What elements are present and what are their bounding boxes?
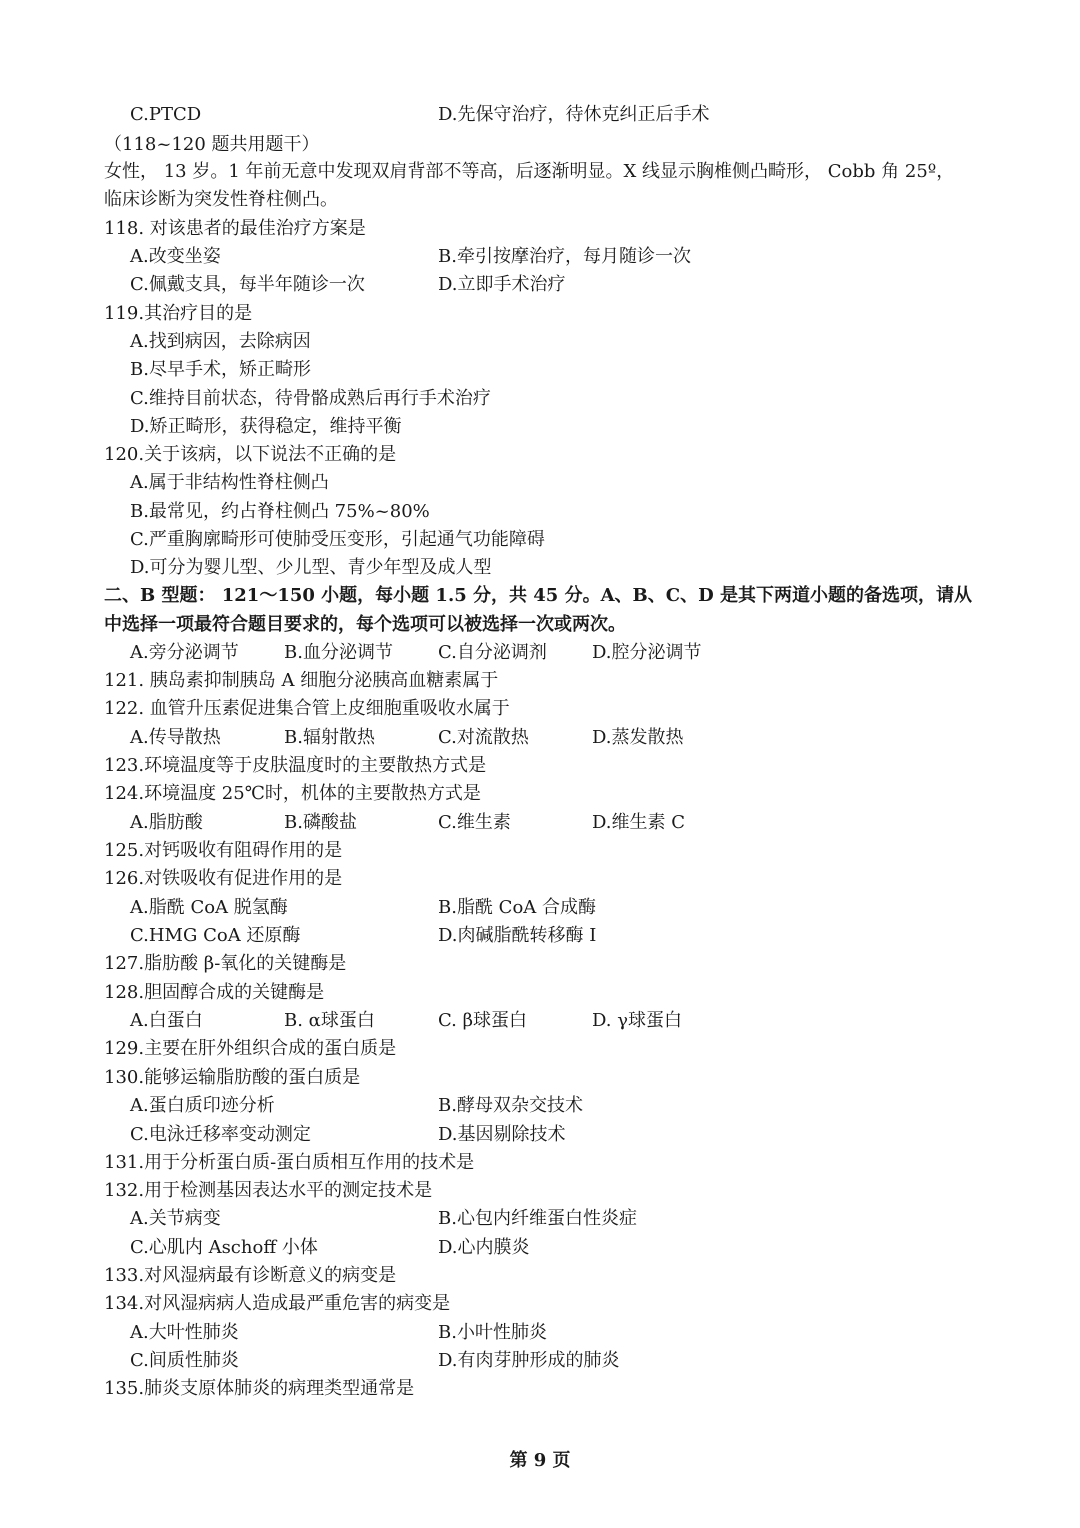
- option-text: B.牵引按摩治疗，每月随诊一次: [438, 246, 691, 267]
- option-text: A.传导散热: [130, 727, 221, 748]
- option-text: D.蒸发散热: [592, 727, 684, 748]
- option-text: C.心肌内 Aschoff 小体: [130, 1237, 318, 1258]
- option-text: B.心包内纤维蛋白性炎症: [438, 1208, 637, 1229]
- line-text: B.尽早手术，矫正畸形: [130, 359, 311, 380]
- line-text: 临床诊断为突发性脊柱侧凸。: [104, 189, 338, 210]
- line-text: 二、B 型题： 121～150 小题，每小题 1.5 分，共 45 分。A、B、C、D 是其下两道小题的备选项，请从: [104, 585, 972, 606]
- option-text: C.对流散热: [438, 727, 529, 748]
- option-text: C.自分泌调剂: [438, 642, 547, 663]
- line-text: 130.能够运输脂肪酸的蛋白质是: [104, 1067, 361, 1088]
- page-number: 第 9 页: [509, 1450, 571, 1471]
- option-text: D.立即手术治疗: [438, 274, 566, 295]
- option-text: D.先保守治疗，待休克纠正后手术: [438, 104, 710, 125]
- line-text: （118~120 题共用题干）: [104, 134, 320, 155]
- line-text: 女性， 13 岁。1 年前无意中发现双肩背部不等高，后逐渐明显。X 线显示胸椎侧凸畸形， Cobb 角 25º，: [104, 161, 955, 182]
- line-text: 120.关于该病，以下说法不正确的是: [104, 444, 397, 465]
- line-text: 126.对铁吸收有促进作用的是: [104, 868, 343, 889]
- option-text: A.旁分泌调节: [130, 642, 239, 663]
- option-text: C. β球蛋白: [438, 1010, 527, 1031]
- line-text: 123.环境温度等于皮肤温度时的主要散热方式是: [104, 755, 487, 776]
- option-text: D.腔分泌调节: [592, 642, 702, 663]
- option-text: C.维生素: [438, 812, 511, 833]
- line-text: C.严重胸廓畸形可使肺受压变形，引起通气功能障碍: [130, 529, 545, 550]
- option-text: C.佩戴支具，每半年随诊一次: [130, 274, 365, 295]
- option-text: A.蛋白质印迹分析: [130, 1095, 275, 1116]
- option-text: B.磷酸盐: [284, 812, 357, 833]
- line-text: 119.其治疗目的是: [104, 303, 253, 324]
- line-text: 中选择一项最符合题目要求的，每个选项可以被选择一次或两次。: [104, 614, 626, 635]
- line-text: B.最常见，约占脊柱侧凸 75%~80%: [130, 501, 430, 522]
- option-text: A.关节病变: [130, 1208, 221, 1229]
- line-text: 124.环境温度 25℃时，机体的主要散热方式是: [104, 783, 481, 804]
- line-text: 128.胆固醇合成的关键酶是: [104, 982, 325, 1003]
- line-text: 125.对钙吸收有阻碍作用的是: [104, 840, 343, 861]
- option-text: A.脂肪酸: [130, 812, 203, 833]
- line-text: 121. 胰岛素抑制胰岛 A 细胞分泌胰高血糖素属于: [104, 670, 499, 691]
- option-text: B.脂酰 CoA 合成酶: [438, 897, 597, 918]
- option-text: D.心内膜炎: [438, 1237, 530, 1258]
- line-text: 122. 血管升压素促进集合管上皮细胞重吸收水属于: [104, 698, 510, 719]
- line-text: A.找到病因，去除病因: [130, 331, 311, 352]
- option-text: D.维生素 C: [592, 812, 686, 833]
- option-text: D.肉碱脂酰转移酶 I: [438, 925, 597, 946]
- line-text: 129.主要在肝外组织合成的蛋白质是: [104, 1038, 397, 1059]
- line-text: 133.对风湿病最有诊断意义的病变是: [104, 1265, 397, 1286]
- option-text: A.改变坐姿: [130, 246, 221, 267]
- line-text: D.矫正畸形，获得稳定，维持平衡: [130, 416, 402, 437]
- line-text: 134.对风湿病病人造成最严重危害的病变是: [104, 1293, 451, 1314]
- line-text: 135.肺炎支原体肺炎的病理类型通常是: [104, 1378, 415, 1399]
- option-text: C.PTCD: [130, 104, 202, 125]
- option-text: B.辐射散热: [284, 727, 375, 748]
- option-text: A.大叶性肺炎: [130, 1322, 239, 1343]
- line-text: A.属于非结构性脊柱侧凸: [130, 472, 329, 493]
- option-text: A.白蛋白: [130, 1010, 203, 1031]
- option-text: D.有肉芽肿形成的肺炎: [438, 1350, 620, 1371]
- option-text: B.血分泌调节: [284, 642, 393, 663]
- option-text: C.HMG CoA 还原酶: [130, 925, 301, 946]
- line-text: C.维持目前状态，待骨骼成熟后再行手术治疗: [130, 388, 491, 409]
- option-text: C.电泳迁移率变动测定: [130, 1124, 311, 1145]
- option-text: C.间质性肺炎: [130, 1350, 239, 1371]
- option-text: B.小叶性肺炎: [438, 1322, 547, 1343]
- option-text: B. α球蛋白: [284, 1010, 375, 1031]
- option-text: D. γ球蛋白: [592, 1010, 682, 1031]
- option-text: B.酵母双杂交技术: [438, 1095, 583, 1116]
- line-text: 118. 对该患者的最佳治疗方案是: [104, 218, 366, 239]
- option-text: D.基因剔除技术: [438, 1124, 566, 1145]
- option-text: A.脂酰 CoA 脱氢酶: [130, 897, 288, 918]
- line-text: D.可分为婴儿型、少儿型、青少年型及成人型: [130, 557, 492, 578]
- line-text: 132.用于检测基因表达水平的测定技术是: [104, 1180, 433, 1201]
- line-text: 131.用于分析蛋白质-蛋白质相互作用的技术是: [104, 1152, 475, 1173]
- line-text: 127.脂肪酸 β-氧化的关键酶是: [104, 953, 347, 974]
